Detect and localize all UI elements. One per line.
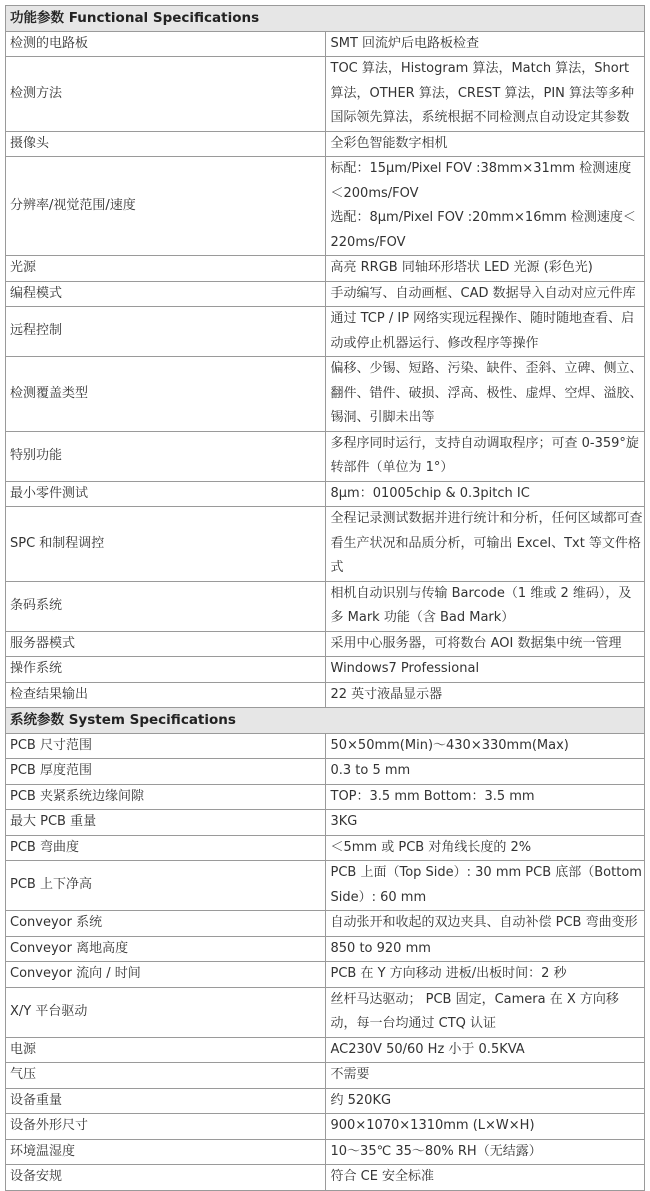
spec-value	[325, 1088, 645, 1114]
spec-value	[325, 631, 645, 657]
spec-row	[6, 481, 645, 507]
spec-value	[325, 733, 645, 759]
spec-value	[325, 307, 645, 357]
spec-label: X/Y 平台驱动	[6, 987, 326, 1037]
spec-label: 设备重量	[6, 1088, 326, 1114]
spec-row	[6, 1114, 645, 1140]
spec-row	[6, 657, 645, 683]
spec-value	[325, 157, 645, 256]
spec-value-line: 约 520KG	[330, 1092, 392, 1108]
functional-section-title: 功能参数 Functional Specifications	[6, 6, 645, 32]
spec-label: 检测覆盖类型	[6, 357, 326, 432]
spec-row	[6, 1139, 645, 1165]
spec-row	[6, 962, 645, 988]
spec-row	[6, 936, 645, 962]
spec-value-line: Windows7 Professional	[330, 661, 480, 676]
spec-row	[6, 835, 645, 861]
spec-value-line: 符合 CE 安全标准	[330, 1169, 435, 1184]
spec-row	[6, 581, 645, 631]
spec-value	[325, 962, 645, 988]
spec-label: 远程控制	[6, 307, 326, 357]
spec-value-line: 手动编写、自动画框、CAD 数据导入自动对应元件库	[330, 285, 636, 301]
spec-value	[325, 1165, 645, 1191]
spec-row	[6, 1165, 645, 1191]
spec-value-line: 10～35℃ 35～80% RH（无结露）	[330, 1143, 542, 1159]
spec-value-line: 标配：15μm/Pixel FOV :38mm×31mm 检测速度＜200ms/FOV	[330, 161, 632, 201]
spec-value-line: 相机自动识别与传输 Barcode（1 维或 2 维码），及多 Mark 功能（含 Bad Mark）	[330, 585, 632, 625]
spec-value	[325, 31, 645, 57]
spec-value	[325, 784, 645, 810]
spec-label: 设备安规	[6, 1165, 326, 1191]
system-section-title: 系统参数 System Specifications	[6, 708, 645, 734]
spec-label: 电源	[6, 1037, 326, 1063]
spec-label: PCB 尺寸范围	[6, 733, 326, 759]
spec-row	[6, 1037, 645, 1063]
spec-value-line: 自动张开和收起的双边夹具、自动补偿 PCB 弯曲变形	[330, 915, 638, 930]
spec-value-line: 不需要	[330, 1067, 370, 1082]
spec-row	[6, 682, 645, 708]
spec-value-line: PCB 在 Y 方向移动 进板/出板时间：2 秒	[330, 966, 567, 981]
spec-value	[325, 131, 645, 157]
spec-value	[325, 507, 645, 582]
spec-value	[325, 987, 645, 1037]
spec-table-body	[6, 6, 645, 1191]
spec-row	[6, 631, 645, 657]
spec-label: 检测的电路板	[6, 31, 326, 57]
spec-row	[6, 810, 645, 836]
spec-value	[325, 682, 645, 708]
spec-label: PCB 厚度范围	[6, 759, 326, 785]
spec-value	[325, 1114, 645, 1140]
spec-value	[325, 256, 645, 282]
spec-label: 检测方法	[6, 57, 326, 132]
spec-row	[6, 307, 645, 357]
spec-row	[6, 431, 645, 481]
spec-row	[6, 131, 645, 157]
spec-label: SPC 和制程调控	[6, 507, 326, 582]
spec-value-line: 多程序同时运行，支持自动调取程序；可查 0-359°旋转部件（单位为 1°）	[330, 435, 639, 475]
spec-value-line: 全彩色智能数字相机	[330, 135, 448, 151]
spec-row	[6, 507, 645, 582]
spec-value-line: 900×1070×1310mm (L×W×H)	[330, 1118, 535, 1133]
spec-value-line: 高亮 RRGB 同轴环形塔状 LED 光源 (彩色光)	[330, 260, 593, 275]
spec-value	[325, 810, 645, 836]
spec-label: 气压	[6, 1063, 326, 1089]
spec-value	[325, 911, 645, 937]
spec-row	[6, 256, 645, 282]
spec-value-line: 50×50mm(Min)～430×330mm(Max)	[330, 737, 569, 753]
spec-value	[325, 481, 645, 507]
spec-row	[6, 357, 645, 432]
spec-value-line: AC230V 50/60 Hz 小于 0.5KVA	[330, 1041, 525, 1057]
spec-value-line: 选配：8μm/Pixel FOV :20mm×16mm 检测速度＜220ms/FOV	[330, 210, 636, 250]
spec-label: PCB 弯曲度	[6, 835, 326, 861]
spec-value-line: 3KG	[330, 814, 358, 829]
spec-value	[325, 835, 645, 861]
functional-section-header	[6, 6, 645, 32]
spec-value	[325, 1037, 645, 1063]
system-section-header	[6, 708, 645, 734]
spec-label: 检查结果输出	[6, 682, 326, 708]
spec-value	[325, 861, 645, 911]
spec-label: PCB 夹紧系统边缘间隙	[6, 784, 326, 810]
spec-label: 最小零件测试	[6, 481, 326, 507]
spec-value	[325, 357, 645, 432]
spec-value	[325, 1139, 645, 1165]
spec-value	[325, 759, 645, 785]
spec-value-line: 8μm：01005chip & 0.3pitch IC	[330, 485, 530, 501]
spec-label: 条码系统	[6, 581, 326, 631]
spec-value-line: 850 to 920 mm	[330, 940, 431, 956]
spec-label: 服务器模式	[6, 631, 326, 657]
spec-label: 最大 PCB 重量	[6, 810, 326, 836]
spec-value-line: 全程记录测试数据并进行统计和分析，任何区域都可查看生产状况和品质分析，可输出 Excel、Txt 等文件格式	[330, 511, 643, 575]
spec-label: 设备外形尺寸	[6, 1114, 326, 1140]
spec-label: Conveyor 流向 / 时间	[6, 962, 326, 988]
spec-value-line: ＜5mm 或 PCB 对角线长度的 2%	[330, 839, 532, 855]
spec-value-line: 丝杆马达驱动； PCB 固定，Camera 在 X 方向移动，每一台均通过 CTQ 认证	[330, 991, 619, 1031]
spec-row	[6, 759, 645, 785]
spec-value	[325, 936, 645, 962]
spec-row	[6, 733, 645, 759]
spec-row	[6, 861, 645, 911]
spec-row	[6, 157, 645, 256]
spec-row	[6, 987, 645, 1037]
spec-value	[325, 281, 645, 307]
spec-label: PCB 上下净高	[6, 861, 326, 911]
spec-row	[6, 784, 645, 810]
spec-value	[325, 581, 645, 631]
spec-value	[325, 431, 645, 481]
spec-row	[6, 281, 645, 307]
spec-label: 摄像头	[6, 131, 326, 157]
spec-label: Conveyor 离地高度	[6, 936, 326, 962]
spec-value-line: TOC 算法，Histogram 算法，Match 算法，Short 算法，OTHER 算法，CREST 算法，PIN 算法等多种国际领先算法，系统根据不同检测点自动设定其参数	[330, 61, 635, 125]
spec-label: 编程模式	[6, 281, 326, 307]
spec-row	[6, 1088, 645, 1114]
spec-value-line: 22 英寸液晶显示器	[330, 686, 443, 702]
spec-value-line: 偏移、少锡、短路、污染、缺件、歪斜、立碑、侧立、翻件、错件、破损、浮高、极性、虚焊、空焊、溢胶、锡洞、引脚未出等	[330, 361, 643, 425]
spec-row	[6, 31, 645, 57]
spec-value	[325, 657, 645, 683]
spec-value-line: SMT 回流炉后电路板检查	[330, 35, 480, 51]
spec-value-line: 通过 TCP / IP 网络实现远程操作、随时随地查看、启动或停止机器运行、修改程序等操作	[330, 311, 635, 351]
spec-label: 特别功能	[6, 431, 326, 481]
spec-label: Conveyor 系统	[6, 911, 326, 937]
spec-value-line: TOP：3.5 mm Bottom：3.5 mm	[330, 788, 535, 804]
spec-label: 环境温湿度	[6, 1139, 326, 1165]
spec-value-line: PCB 上面（Top Side）: 30 mm PCB 底部（Bottom Side）: 60 mm	[330, 865, 642, 905]
spec-row	[6, 1063, 645, 1089]
spec-row	[6, 911, 645, 937]
spec-row	[6, 57, 645, 132]
spec-label: 光源	[6, 256, 326, 282]
spec-table	[5, 5, 645, 1191]
spec-label: 操作系统	[6, 657, 326, 683]
spec-value-line: 0.3 to 5 mm	[330, 763, 411, 778]
spec-value	[325, 1063, 645, 1089]
spec-value-line: 采用中心服务器，可将数台 AOI 数据集中统一管理	[330, 635, 622, 651]
spec-value	[325, 57, 645, 132]
spec-label: 分辨率/视觉范围/速度	[6, 157, 326, 256]
